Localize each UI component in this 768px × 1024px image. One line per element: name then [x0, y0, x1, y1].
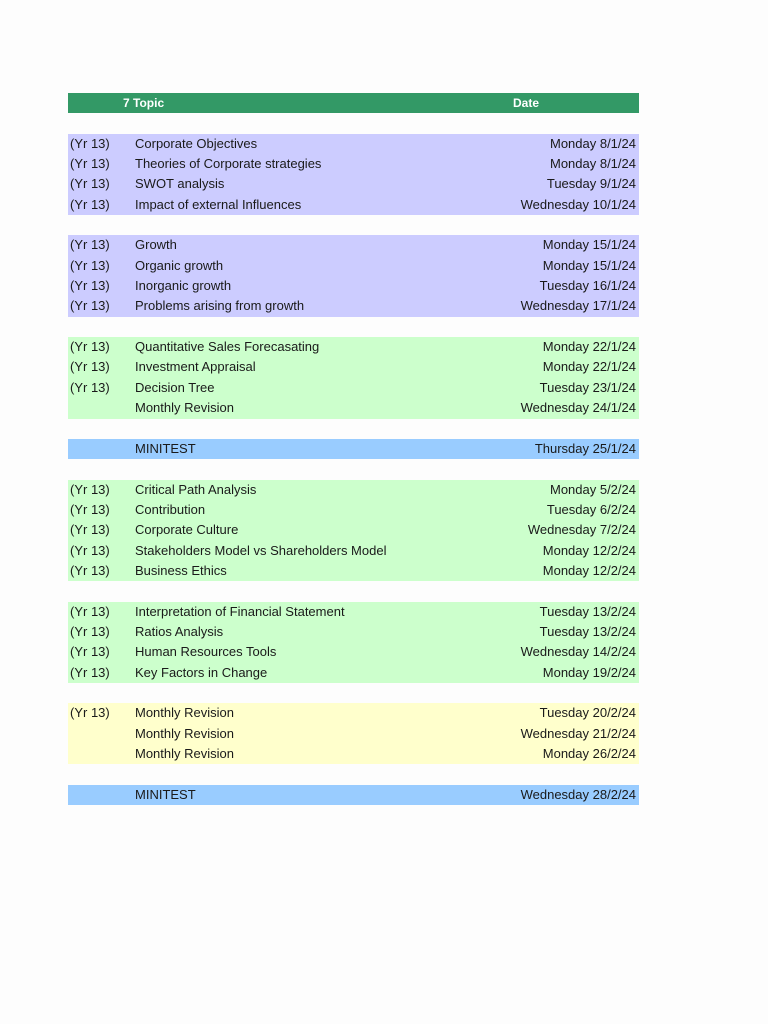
date-cell: Tuesday 23/1/24	[539, 379, 636, 395]
year-cell: (Yr 13)	[70, 623, 110, 639]
table-row	[68, 622, 639, 642]
topic-cell: Key Factors in Change	[135, 664, 268, 680]
date-cell: Monday 26/2/24	[542, 746, 636, 761]
table-row	[68, 561, 639, 581]
date-cell: Wednesday 10/1/24	[520, 196, 636, 212]
minitest-row	[68, 439, 639, 459]
topic-cell: Interpretation of Financial Statement	[135, 603, 345, 619]
date-cell: Tuesday 16/1/24	[539, 278, 636, 294]
table-row	[68, 195, 639, 215]
topic-cell: Contribution	[135, 501, 206, 517]
table-row	[68, 703, 639, 723]
date-cell: Tuesday 20/2/24	[539, 705, 636, 721]
date-cell: Monday 8/1/24	[549, 135, 636, 151]
topic-cell: Corporate Culture	[135, 522, 239, 538]
year-cell: (Yr 13)	[70, 481, 110, 497]
year-cell: (Yr 13)	[70, 135, 110, 151]
topic-cell: SWOT analysis	[135, 176, 225, 192]
table-row	[68, 744, 639, 764]
date-cell: Wednesday 21/2/24	[520, 725, 636, 741]
topic-cell: Organic growth	[135, 257, 224, 273]
schedule-rows	[68, 113, 639, 805]
topic-cell: Investment Appraisal	[135, 359, 256, 375]
header-date: Date	[513, 96, 540, 110]
year-cell: (Yr 13)	[70, 257, 110, 273]
year-cell: (Yr 13)	[70, 176, 110, 192]
table-row	[68, 541, 639, 561]
date-cell: Tuesday 13/2/24	[539, 603, 636, 619]
date-cell: Monday 22/1/24	[542, 359, 636, 375]
year-cell: (Yr 13)	[70, 705, 110, 721]
topic-cell: Human Resources Tools	[135, 644, 277, 660]
year-cell: (Yr 13)	[70, 379, 110, 395]
year-cell: (Yr 13)	[70, 603, 110, 619]
table-row	[68, 642, 639, 662]
header-row	[68, 93, 639, 113]
topic-cell: Problems arising from growth	[135, 298, 305, 314]
year-cell: (Yr 13)	[70, 156, 110, 172]
date-cell: Wednesday 24/1/24	[520, 400, 636, 416]
year-cell: (Yr 13)	[70, 562, 110, 578]
topic-cell: Corporate Objectives	[135, 135, 258, 151]
topic-cell: Inorganic growth	[135, 278, 232, 294]
topic-cell: Decision Tree	[135, 379, 215, 395]
date-cell: Tuesday 9/1/24	[546, 176, 636, 192]
schedule-table	[68, 93, 639, 805]
topic-cell: Ratios Analysis	[135, 623, 224, 639]
table-row	[68, 174, 639, 194]
table-row	[68, 500, 639, 520]
date-cell: Wednesday 7/2/24	[527, 522, 636, 538]
date-cell: Monday 12/2/24	[542, 542, 636, 558]
header-number: 7 Topic	[123, 96, 165, 110]
table-row	[68, 480, 639, 500]
topic-cell: Business Ethics	[135, 562, 227, 578]
topic-cell: Stakeholders Model vs Shareholders Model	[135, 542, 387, 558]
table-row	[68, 235, 639, 255]
spacer-row	[68, 317, 639, 337]
topic-cell: Monthly Revision	[135, 746, 234, 761]
date-cell: Monday 15/1/24	[542, 257, 636, 273]
spacer-row	[68, 683, 639, 703]
topic-cell: Impact of external Influences	[135, 196, 302, 212]
table-row	[68, 276, 639, 296]
year-cell: (Yr 13)	[70, 339, 110, 355]
spacer-row	[68, 581, 639, 601]
table-row	[68, 296, 639, 316]
spacer-row	[68, 215, 639, 235]
date-cell: Monday 22/1/24	[542, 339, 636, 355]
table-row	[68, 154, 639, 174]
topic-cell: Theories of Corporate strategies	[135, 156, 322, 172]
year-cell: (Yr 13)	[70, 664, 110, 680]
date-cell: Thursday 25/1/24	[534, 440, 636, 456]
year-cell: (Yr 13)	[70, 359, 110, 375]
date-cell: Monday 5/2/24	[549, 481, 636, 497]
topic-cell: MINITEST	[135, 440, 196, 456]
year-cell: (Yr 13)	[70, 278, 110, 294]
date-cell: Wednesday 28/2/24	[520, 786, 636, 802]
table-row	[68, 398, 639, 418]
topic-cell: Monthly Revision	[135, 400, 234, 416]
minitest-row	[68, 785, 639, 805]
table-row	[68, 337, 639, 357]
year-cell: (Yr 13)	[70, 501, 110, 517]
year-cell: (Yr 13)	[70, 644, 110, 660]
date-cell: Wednesday 17/1/24	[520, 298, 636, 314]
year-cell: (Yr 13)	[70, 522, 110, 538]
date-cell: Monday 19/2/24	[542, 664, 636, 680]
table-row	[68, 602, 639, 622]
spacer-row	[68, 764, 639, 784]
spacer-row	[68, 419, 639, 439]
date-cell: Tuesday 6/2/24	[546, 501, 636, 517]
spacer-row	[68, 113, 639, 133]
table-row	[68, 378, 639, 398]
topic-cell: Monthly Revision	[135, 725, 234, 741]
date-cell: Tuesday 13/2/24	[539, 623, 636, 639]
table-row	[68, 134, 639, 154]
table-row	[68, 256, 639, 276]
topic-cell: Quantitative Sales Forecasating	[135, 339, 320, 355]
topic-cell: Growth	[135, 237, 177, 253]
table-row	[68, 357, 639, 377]
topic-cell: MINITEST	[135, 786, 196, 802]
spacer-row	[68, 459, 639, 479]
table-row	[68, 663, 639, 683]
year-cell: (Yr 13)	[70, 196, 110, 212]
year-cell: (Yr 13)	[70, 298, 110, 314]
year-cell: (Yr 13)	[70, 237, 110, 253]
date-cell: Monday 12/2/24	[542, 562, 636, 578]
topic-cell: Monthly Revision	[135, 705, 234, 721]
topic-cell: Critical Path Analysis	[135, 481, 257, 497]
header-topic: Topic	[133, 96, 165, 110]
date-cell: Wednesday 14/2/24	[520, 644, 636, 660]
table-row	[68, 520, 639, 540]
year-cell: (Yr 13)	[70, 542, 110, 558]
table-row	[68, 724, 639, 744]
date-cell: Monday 15/1/24	[542, 237, 636, 253]
date-cell: Monday 8/1/24	[549, 156, 636, 172]
